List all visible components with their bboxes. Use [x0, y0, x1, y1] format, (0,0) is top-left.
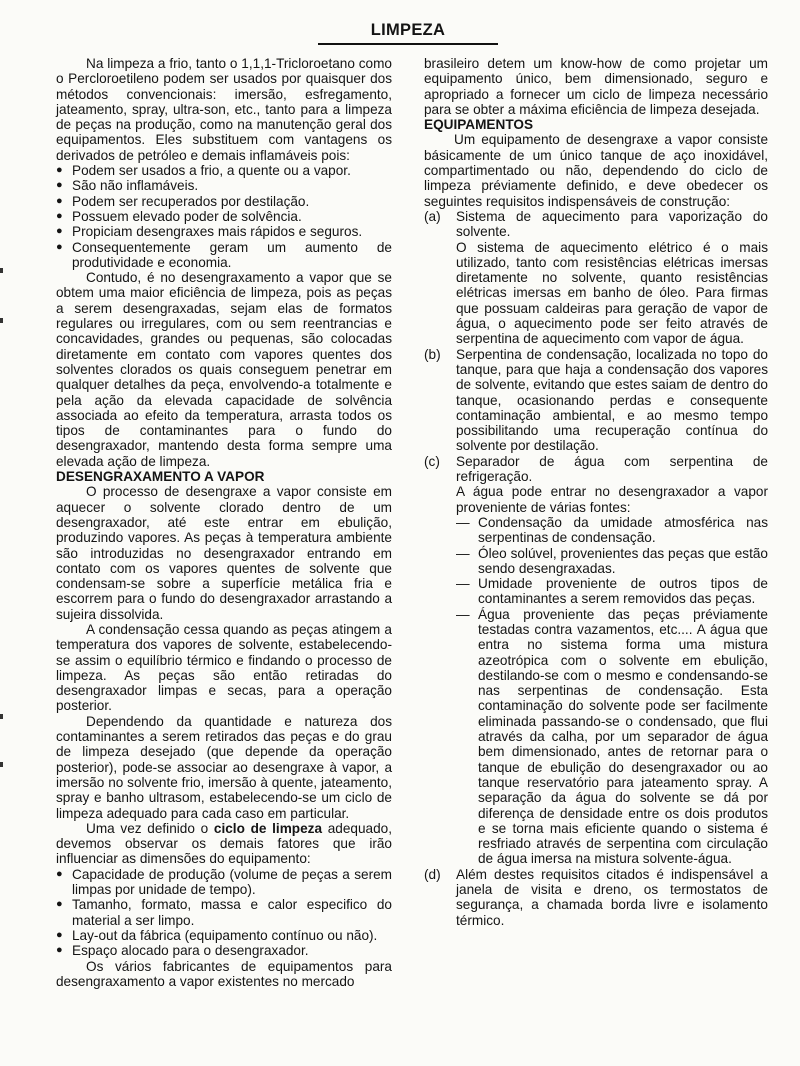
list-item: ● Lay-out da fábrica (equipamento contínuo ou não).	[56, 928, 392, 943]
paragraph: Na limpeza a frio, tanto o 1,1,1-Tricloroetano como o Percloroetileno podem ser usados por quaisquer dos métodos convencionais: imersão, esfregamento, jateamento, spray, ultra-son, etc., tanto para a limpeza de peças na produção, como na manutenção geral dos equipamentos. Eles substituem com vantagens os derivados de petróleo e demais inflamáveis pois:	[56, 56, 392, 163]
list-item: ● Podem ser recuperados por destilação.	[56, 194, 392, 209]
paragraph: Contudo, é no desengraxamento a vapor que se obtem uma maior eficiência de limpeza, pois as peças a serem desengraxadas, sejam elas de formatos regulares ou irregulares, com ou sem reentrancias e concavidades, grandes ou pequenas, são colocadas diretamente em contato com vapores quentes dos solventes clorados os quais conseguem penetrar em qualquer detalhes da peça, envolvendo-a totalmente e pela ação da elevada capacidade de solvência associada ao efeito da temperatura, arrasta todos os tipos de contaminantes para o fundo do desengraxador, mantendo desta forma sempre uma elevada ação de limpeza.	[56, 270, 392, 469]
item-label: (c)	[424, 453, 440, 469]
item-body: A água pode entrar no desengraxador a vapor proveniente de várias fontes:	[456, 484, 768, 515]
list-item: ● Capacidade de produção (volume de peças a serem limpas por unidade de tempo).	[56, 867, 392, 898]
item-label: (b)	[424, 346, 441, 362]
item-title: Separador de água com serpentina de refrigeração.	[456, 453, 768, 485]
advantages-list	[56, 163, 392, 270]
list-item: — Água proveniente das peças préviamente testadas contra vazamentos, etc.... A água que entra no sistema forma uma mistura azeotrópica com o solvente em ebulição, destilando-se com o mesmo e condensando-se nas serpentinas de condensação. Esta contaminação do solvente pode ser facilmente eliminada passando-se o condensado, que flui através da calha, por um separador de água bem dimensionado, antes de retornar para o tanque de ebulição do desengraxador ou ao tanque reservatório para jateamento spray. A separação da água do solvente se dá por diferença de densidade entre os dois produtos e se torna mais eficiente quando o sistema é resfriado através de serpentina com circulação de água imersa na mistura solvente-água.	[456, 607, 768, 867]
water-sources-list	[456, 515, 768, 867]
requirement-d	[424, 867, 768, 928]
left-column	[56, 56, 392, 989]
item-body: O sistema de aquecimento elétrico é o mais utilizado, tanto com resistências elétricas imersas diretamente no solvente, quanto resistências elétricas imersas em banho de óleo. Para firmas que possuam caldeiras para geração de vapor de água, o aquecimento pode ser feito através de serpentina de aquecimento com vapor de água.	[456, 239, 768, 347]
text-run: adequado, devemos observar os demais fatores que irão influenciar as dimensões do equipamento:	[56, 820, 393, 867]
section-heading: DESENGRAXAMENTO A VAPOR	[56, 469, 265, 485]
paragraph: Dependendo da quantidade e natureza dos contaminantes a serem retirados das peças e do grau de limpeza desejado (que depende da operação posterior), pode-se associar ao desengraxe à vapor, a imersão no solvente frio, imersão à quente, jateamento, spray e banho ultrasom, estabelecendo-se um ciclo de limpeza adequado para cada caso em particular.	[56, 713, 392, 821]
list-item: ● Podem ser usados a frio, a quente ou a vapor.	[56, 163, 392, 178]
list-item: — Umidade proveniente de outros tipos de contaminantes a serem removidos das peças.	[456, 576, 768, 607]
right-column	[424, 56, 768, 928]
paragraph: Os vários fabricantes de equipamentos para desengraxamento a vapor existentes no mercado	[56, 958, 392, 989]
list-item: ● Tamanho, formato, massa e calor especifico do material a ser limpo.	[56, 897, 392, 928]
item-title: Sistema de aquecimento para vaporização do solvente.	[456, 208, 768, 240]
section-heading: EQUIPAMENTOS	[424, 117, 534, 133]
list-item: — Condensação da umidade atmosférica nas serpentinas de condensação.	[456, 515, 768, 546]
text-run: Uma vez definido o	[86, 820, 214, 836]
page-title: LIMPEZA	[318, 21, 498, 45]
requirement-b	[424, 347, 768, 454]
item-label: (d)	[424, 866, 441, 882]
list-item: — Óleo solúvel, provenientes das peças que estão sendo desengraxadas.	[456, 546, 768, 577]
margin-mark	[0, 318, 3, 323]
list-item: ● Consequentemente geram um aumento de produtividade e economia.	[56, 240, 392, 271]
requirement-a	[424, 209, 768, 347]
margin-mark	[0, 268, 3, 273]
paragraph: O processo de desengraxe a vapor consiste em aquecer o solvente clorado dentro de um desengraxador, até este entrar em ebulição, produzindo vapores. As peças à temperatura ambiente são introduzidas no desengraxador entrando em contato com os vapores quentes de solvente que condensam-se sobre a superfície metálica fria e escorrem para o fundo do desengraxador arrastando a sujeira dissolvida.	[56, 484, 392, 622]
margin-mark	[0, 762, 3, 767]
list-item: ● Propiciam desengraxes mais rápidos e seguros.	[56, 224, 392, 239]
list-item: ● Espaço alocado para o desengraxador.	[56, 943, 392, 958]
item-body: Além destes requisitos citados é indispensável a janela de visita e dreno, os termostatos de segurança, a chamada borda livre e isolamento térmico.	[456, 866, 768, 928]
paragraph: Um equipamento de desengraxe a vapor consiste básicamente de um único tanque de aço inoxidável, compartimentado ou não, dependendo do ciclo de limpeza préviamente definido, e deve obedecer os seguintes requisitos indispensáveis de construção:	[424, 132, 768, 209]
margin-mark	[0, 714, 3, 719]
requirement-c	[424, 454, 768, 867]
paragraph: brasileiro detem um know-how de como projetar um equipamento único, bem dimensionado, seguro e apropriado a fornecer um ciclo de limpeza necessário para se obter a máxima eficiência de limpeza desejada.	[424, 56, 768, 117]
factors-list	[56, 867, 392, 959]
paragraph	[56, 821, 392, 867]
item-label: (a)	[424, 208, 441, 224]
paragraph: A condensação cessa quando as peças atingem a temperatura dos vapores de solvente, estabelecendo-se assim o equilíbrio térmico e findando o processo de limpeza. As peças são então retiradas do desengraxador limpas e secas, para a operação posterior.	[56, 621, 392, 714]
item-body: Serpentina de condensação, localizada no topo do tanque, para que haja a condensação dos vapores de solvente, evitando que estes saiam de dentro do tanque, ocasionando perdas e consequente contaminação ambiental, e ao mesmo tempo possibilitando uma recuperação contínua do solvente por destilação.	[456, 346, 768, 454]
list-item: ● Possuem elevado poder de solvência.	[56, 209, 392, 224]
bold-term: ciclo de limpeza	[213, 820, 323, 836]
list-item: ● São não inflamáveis.	[56, 178, 392, 193]
